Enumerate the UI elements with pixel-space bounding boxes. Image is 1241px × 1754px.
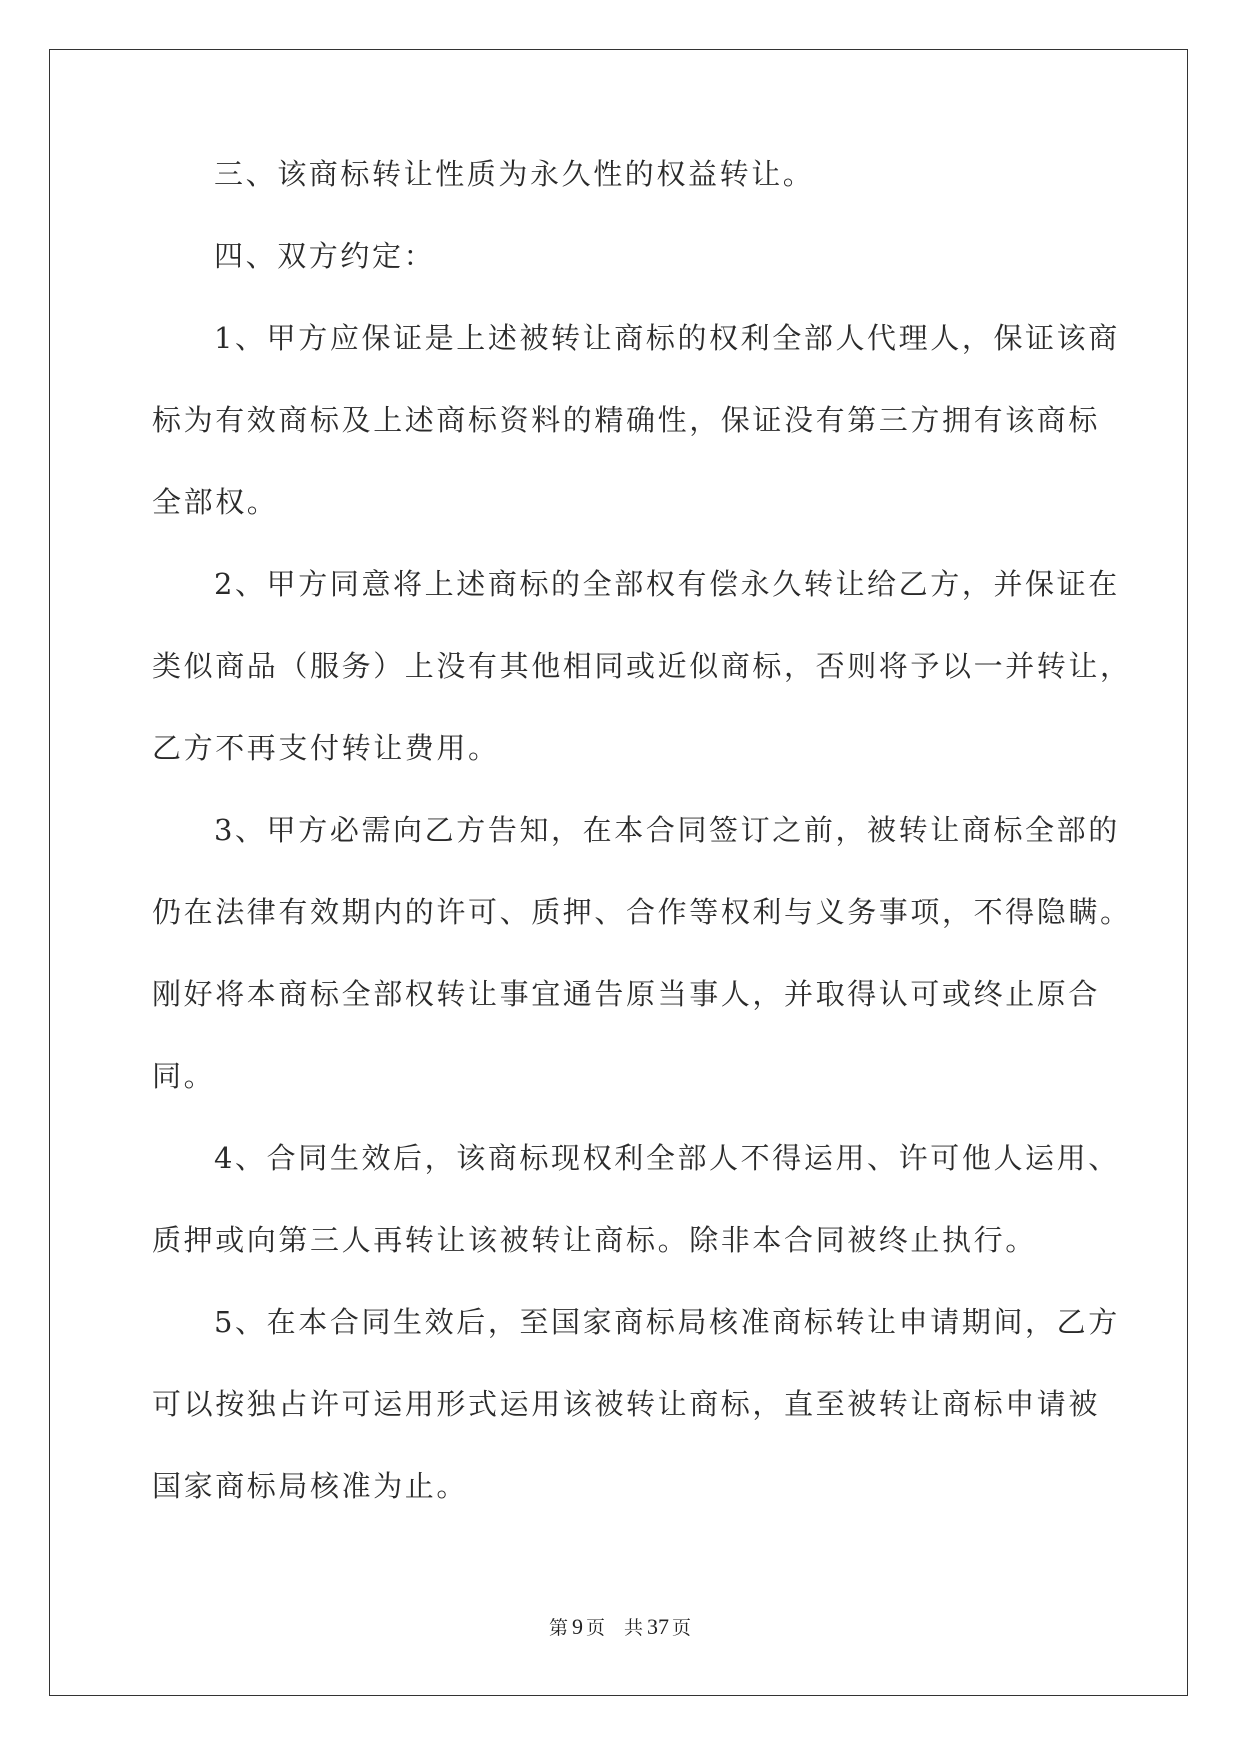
page-prefix: 第 — [548, 1617, 569, 1639]
paragraph-line: 国家商标局核准为止。 — [152, 1469, 469, 1503]
paragraph-line: 2、甲方同意将上述商标的全部权有偿永久转让给乙方，并保证在 — [214, 567, 1120, 601]
page-footer — [0, 1616, 1241, 1639]
paragraph-line: 标为有效商标及上述商标资料的精确性，保证没有第三方拥有该商标 — [152, 403, 1101, 437]
paragraph-line: 刚好将本商标全部权转让事宜通告原当事人，并取得认可或终止原合 — [152, 977, 1101, 1011]
paragraph-line: 质押或向第三人再转让该被转让商标。除非本合同被终止执行。 — [152, 1223, 1037, 1257]
paragraph-line: 3、甲方必需向乙方告知，在本合同签订之前，被转让商标全部的 — [214, 813, 1120, 847]
total-suffix: 页 — [672, 1617, 693, 1639]
paragraph-clause-1 — [152, 321, 1120, 519]
paragraph-line: 三、该商标转让性质为永久性的权益转让。 — [214, 157, 815, 191]
page-number: 9 — [571, 1614, 583, 1639]
paragraph-clause-5 — [152, 1305, 1120, 1503]
paragraph-line: 类似商品（服务）上没有其他相同或近似商标，否则将予以一并转让， — [152, 649, 1132, 683]
paragraph-line: 4、合同生效后，该商标现权利全部人不得运用、许可他人运用、 — [214, 1141, 1120, 1175]
paragraph-section-4 — [152, 240, 1092, 273]
paragraph-line: 仍在法律有效期内的许可、质押、合作等权利与义务事项，不得隐瞒。 — [152, 895, 1132, 929]
paragraph-line: 四、双方约定： — [214, 239, 436, 273]
paragraph-clause-3 — [152, 813, 1132, 1093]
paragraph-line: 可以按独占许可运用形式运用该被转让商标，直至被转让商标申请被 — [152, 1387, 1101, 1421]
page-suffix: 页 — [585, 1617, 606, 1639]
document-body — [152, 157, 1132, 1503]
paragraph-line: 1、甲方应保证是上述被转让商标的权利全部人代理人，保证该商 — [214, 321, 1120, 355]
paragraph-clause-4 — [152, 1141, 1120, 1257]
paragraph-section-3 — [152, 158, 1092, 191]
total-prefix: 共 — [624, 1617, 645, 1639]
paragraph-clause-2 — [152, 567, 1132, 765]
paragraph-line: 乙方不再支付转让费用。 — [152, 731, 500, 765]
paragraph-line: 全部权。 — [152, 485, 279, 519]
total-pages: 37 — [647, 1614, 670, 1639]
paragraph-line: 5、在本合同生效后，至国家商标局核准商标转让申请期间，乙方 — [214, 1305, 1120, 1339]
paragraph-line: 同。 — [152, 1059, 216, 1093]
